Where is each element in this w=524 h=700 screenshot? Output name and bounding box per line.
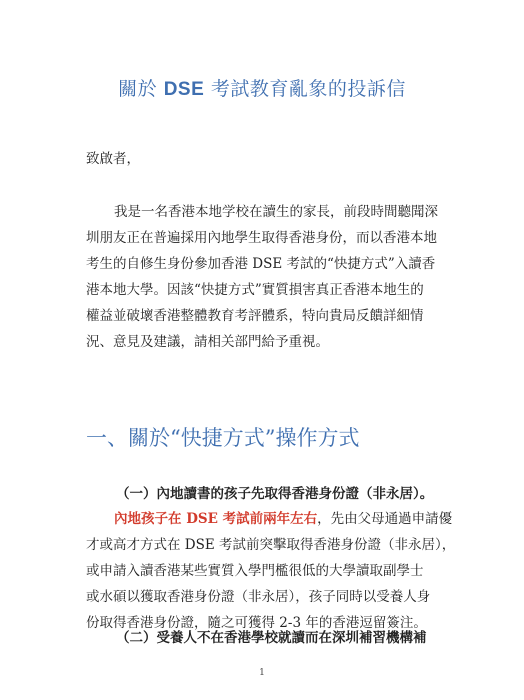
subsection-heading-2: （二）受養人不在香港學校就讀而在深圳補習機構補 bbox=[116, 630, 427, 646]
salutation: 致啟者， bbox=[86, 151, 140, 167]
title-latin: DSE bbox=[163, 79, 205, 100]
intro-line: 港本地大學。因該“快捷方式”實質損害真正香港本地生的 bbox=[86, 282, 424, 298]
page-number: 1 bbox=[259, 668, 265, 678]
intro-line: 況、意見及建議，請相关部門給予重視。 bbox=[86, 334, 329, 350]
body-first-rest: ，先由父母通過申請優 bbox=[317, 511, 453, 527]
section-heading: 一、關於“快捷方式”操作方式 bbox=[86, 426, 360, 450]
title-suffix: 考試教育亂象的投訴信 bbox=[204, 78, 406, 100]
body-line: 或申請入讀香港某些實質入學門檻很低的大學讀取副學士 bbox=[86, 563, 424, 579]
document-title bbox=[0, 74, 524, 101]
intro-line: 圳朋友正在普遍採用內地學生取得香港身份，而以香港本地 bbox=[86, 230, 437, 246]
highlighted-text: 內地孩子在 DSE 考試前兩年左右 bbox=[114, 511, 318, 527]
body-line: 份取得香港身份證，隨之可獲得 2-3 年的香港逗留簽注。 bbox=[86, 615, 427, 631]
intro-line: 權益並破壞香港整體教育考評體系，特向貴局反饋詳細情 bbox=[86, 308, 424, 324]
intro-paragraph bbox=[86, 199, 450, 355]
intro-line: 考生的自修生身份參加香港 DSE 考試的“快捷方式”入讀香 bbox=[86, 256, 436, 272]
body-first-line bbox=[86, 506, 453, 532]
subsection-heading-1: （一）內地讀書的孩子先取得香港身份證（非永居）。 bbox=[116, 486, 434, 502]
title-prefix: 關於 bbox=[118, 78, 164, 100]
intro-line: 我是一名香港本地学校在讀生的家長，前段時間聽聞深 bbox=[114, 204, 438, 220]
body-line: 才或高才方式在 DSE 考試前突擊取得香港身份證（非永居）， bbox=[86, 537, 456, 553]
body-line: 或水碩以獲取香港身份證（非永居），孩子同時以受養人身 bbox=[86, 589, 431, 605]
section1-body bbox=[86, 506, 456, 636]
